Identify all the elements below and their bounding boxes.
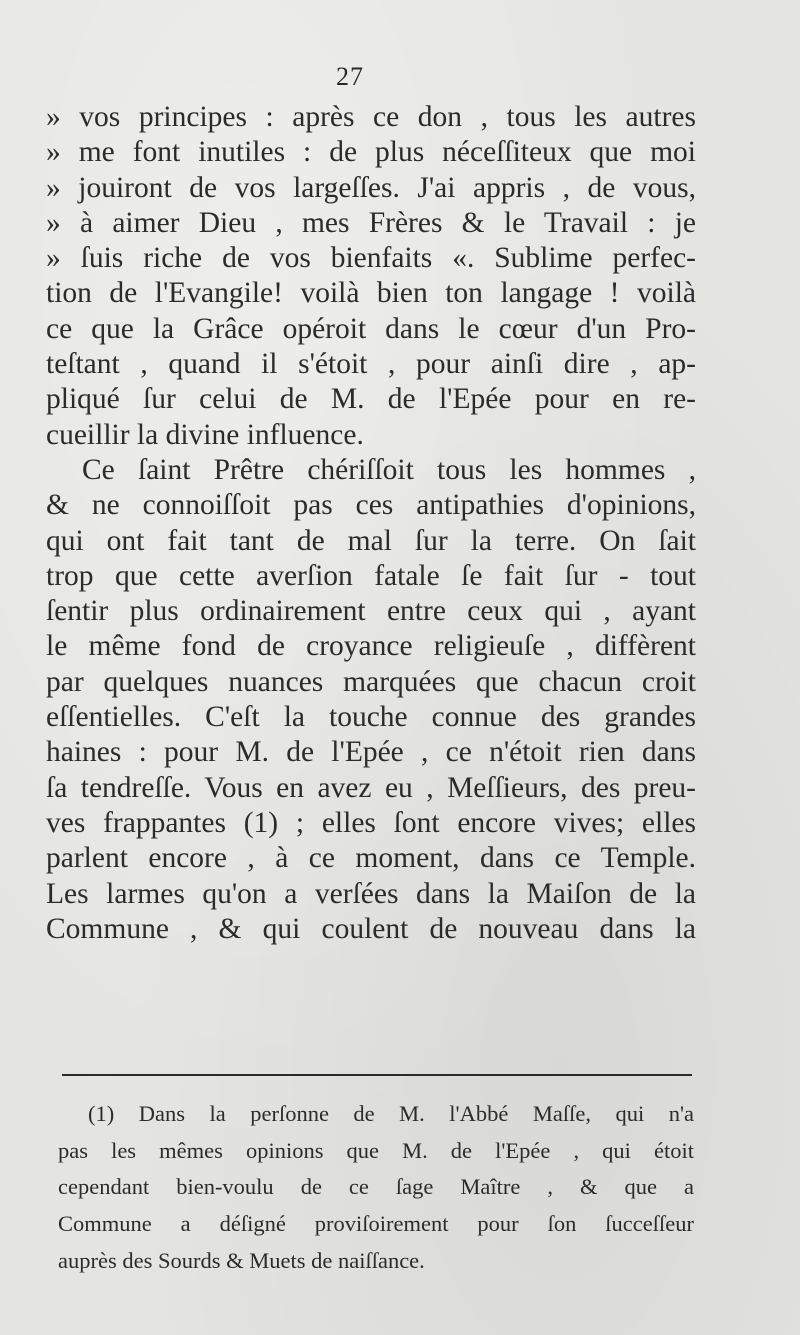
main-text <box>46 100 696 947</box>
text-line: le même fond de croyance religieuſe , diffèrent <box>46 630 696 663</box>
text-line: Ce ſaint Prêtre chériſſoit tous les hommes , <box>82 453 696 486</box>
footnote-line: auprès des Sourds & Muets de naiſſance. <box>58 1247 425 1273</box>
footnote-divider <box>62 1074 692 1076</box>
text-line: cueillir la divine influence. <box>46 418 364 451</box>
text-line: ves frappantes (1) ; elles ſont encore vives; elles <box>46 806 696 839</box>
text-line: » vos principes : après ce don , tous les autres <box>46 101 696 133</box>
footnote-line: cependant bien-voulu de ce ſage Maître , & que a <box>58 1174 694 1200</box>
text-line: » à aimer Dieu , mes Frères & le Travail : je <box>46 206 696 239</box>
text-line: & ne connoiſſoit pas ces antipathies d'opinions, <box>46 489 696 522</box>
footnote-line: (1) Dans la perſonne de M. l'Abbé Maſſe, qui n'a <box>88 1101 694 1126</box>
text-line: » ſuis riche de vos bienfaits «. Sublime perfec- <box>46 242 696 275</box>
footnote-line: pas les mêmes opinions que M. de l'Epée , qui étoit <box>58 1137 694 1163</box>
text-line: Les larmes qu'on a verſées dans la Maiſon de la <box>46 877 696 910</box>
text-line: ce que la Grâce opéroit dans le cœur d'un Pro- <box>46 312 696 345</box>
text-line: » me font inutiles : de plus néceſſiteux que moi <box>46 136 696 169</box>
text-line: tion de l'Evangile! voilà bien ton langage ! voilà <box>46 277 696 310</box>
text-line: eſſentielles. C'eſt la touche connue des grandes <box>46 701 696 734</box>
footnote <box>58 1096 694 1280</box>
text-line: pliqué ſur celui de M. de l'Epée pour en re- <box>46 383 696 416</box>
text-line: Commune , & qui coulent de nouveau dans la <box>46 912 696 945</box>
text-line: teſtant , quand il s'étoit , pour ainſi dire , ap- <box>46 348 696 381</box>
text-line: ſentir plus ordinairement entre ceux qui , ayant <box>46 595 696 628</box>
text-line: haines : pour M. de l'Epée , ce n'étoit rien dans <box>46 736 696 769</box>
page-number: 27 <box>336 62 364 91</box>
text-line: parlent encore , à ce moment, dans ce Temple. <box>46 842 696 875</box>
text-line: qui ont fait tant de mal ſur la terre. On ſait <box>46 524 696 557</box>
text-line: trop que cette averſion fatale ſe fait ſur - tout <box>46 559 696 592</box>
footnote-line: Commune a déſigné proviſoirement pour ſon ſucceſſeur <box>58 1211 694 1237</box>
text-line: par quelques nuances marquées que chacun croit <box>46 665 696 698</box>
text-line: » jouiront de vos largeſſes. J'ai appris , de vous, <box>46 171 696 204</box>
text-line: ſa tendreſſe. Vous en avez eu , Meſſieurs, des preu- <box>46 771 696 804</box>
